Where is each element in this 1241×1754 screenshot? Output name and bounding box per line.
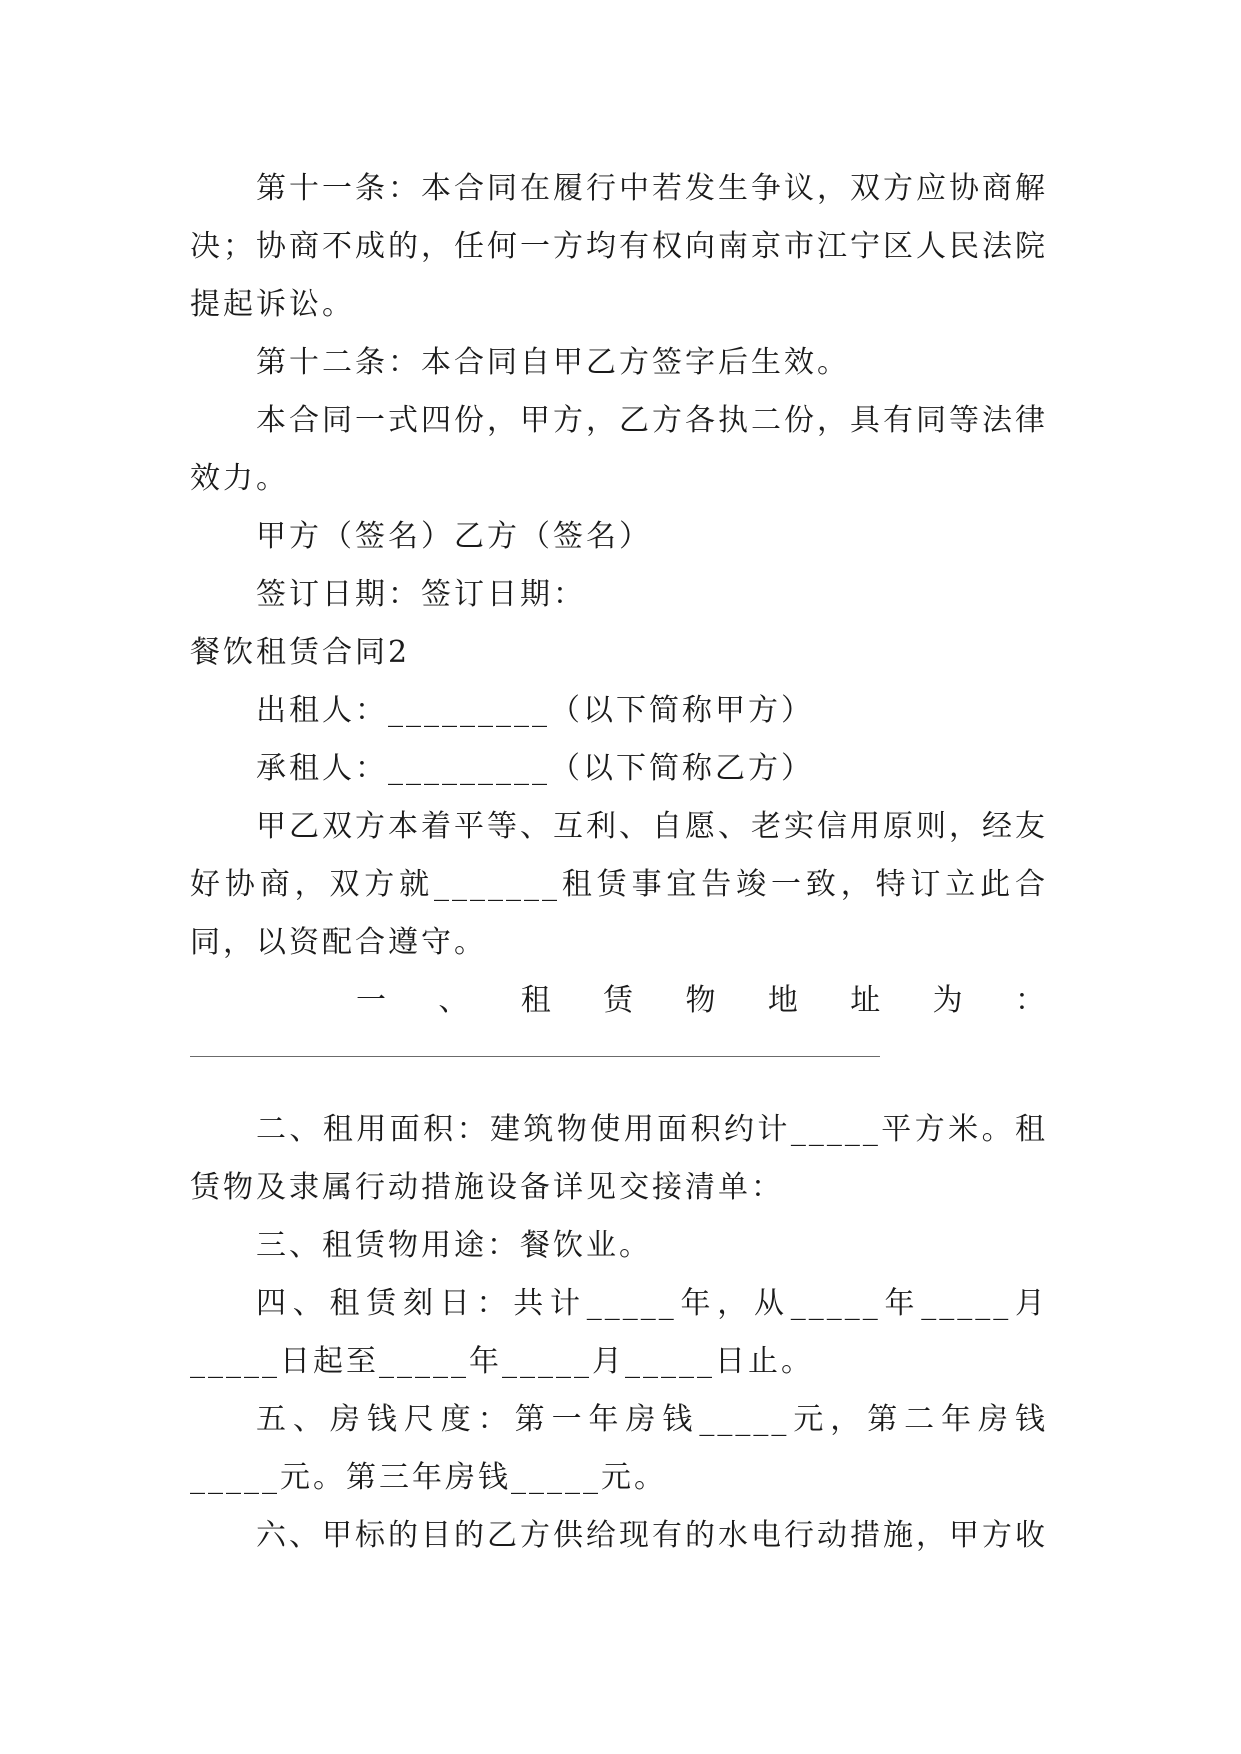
item-3-paragraph: 三、租赁物用途：餐饮业。 xyxy=(256,1228,652,1263)
lessor-line: 出租人：_________（以下简称甲方） xyxy=(256,693,814,728)
address-blank-line xyxy=(190,1056,880,1057)
sign-dates-line: 签订日期：签订日期： xyxy=(256,577,586,612)
item-1-char: ： xyxy=(1015,983,1048,1018)
item-1-char: 地 xyxy=(767,983,801,1018)
document-body xyxy=(190,160,1048,1565)
item-1-char: 、 xyxy=(438,983,472,1018)
item-1-char: 一 xyxy=(356,983,389,1018)
item-1-heading xyxy=(190,972,1048,1030)
lessee-line: 承租人：_________（以下简称乙方） xyxy=(256,751,814,786)
item-5-paragraph: 五、房钱尺度：第一年房钱_____元，第二年房钱_____元。第三年房钱_____元。 xyxy=(190,1402,1048,1495)
signatures-line: 甲方（签名）乙方（签名） xyxy=(256,519,652,554)
article-11-paragraph: 第十一条：本合同在履行中若发生争议，双方应协商解决；协商不成的，任何一方均有权向南京市江宁区人民法院提起诉讼。 xyxy=(190,171,1048,322)
copies-paragraph: 本合同一式四份，甲方，乙方各执二份，具有同等法律效力。 xyxy=(190,403,1048,496)
preamble-paragraph: 甲乙双方本着平等、互利、自愿、老实信用原则，经友好协商，双方就_______租赁事宜告竣一致，特订立此合同，以资配合遵守。 xyxy=(190,809,1048,960)
item-6-paragraph: 六、甲标的目的乙方供给现有的水电行动措施，甲方收 xyxy=(256,1518,1048,1553)
section-title: 餐饮租赁合同2 xyxy=(190,635,411,670)
item-1-char: 租 xyxy=(520,983,554,1018)
item-1-char: 址 xyxy=(850,983,884,1018)
item-1-char: 赁 xyxy=(603,983,637,1018)
item-2-paragraph: 二、租用面积：建筑物使用面积约计_____平方米。租赁物及隶属行动措施设备详见交接清单： xyxy=(190,1112,1048,1205)
article-12-paragraph: 第十二条：本合同自甲乙方签字后生效。 xyxy=(256,345,850,380)
item-1-char: 为 xyxy=(932,983,966,1018)
item-1-char: 物 xyxy=(685,983,719,1018)
item-4-paragraph: 四、租赁刻日：共计_____年，从_____年_____月_____日起至_____年_____月_____日止。 xyxy=(190,1286,1048,1379)
